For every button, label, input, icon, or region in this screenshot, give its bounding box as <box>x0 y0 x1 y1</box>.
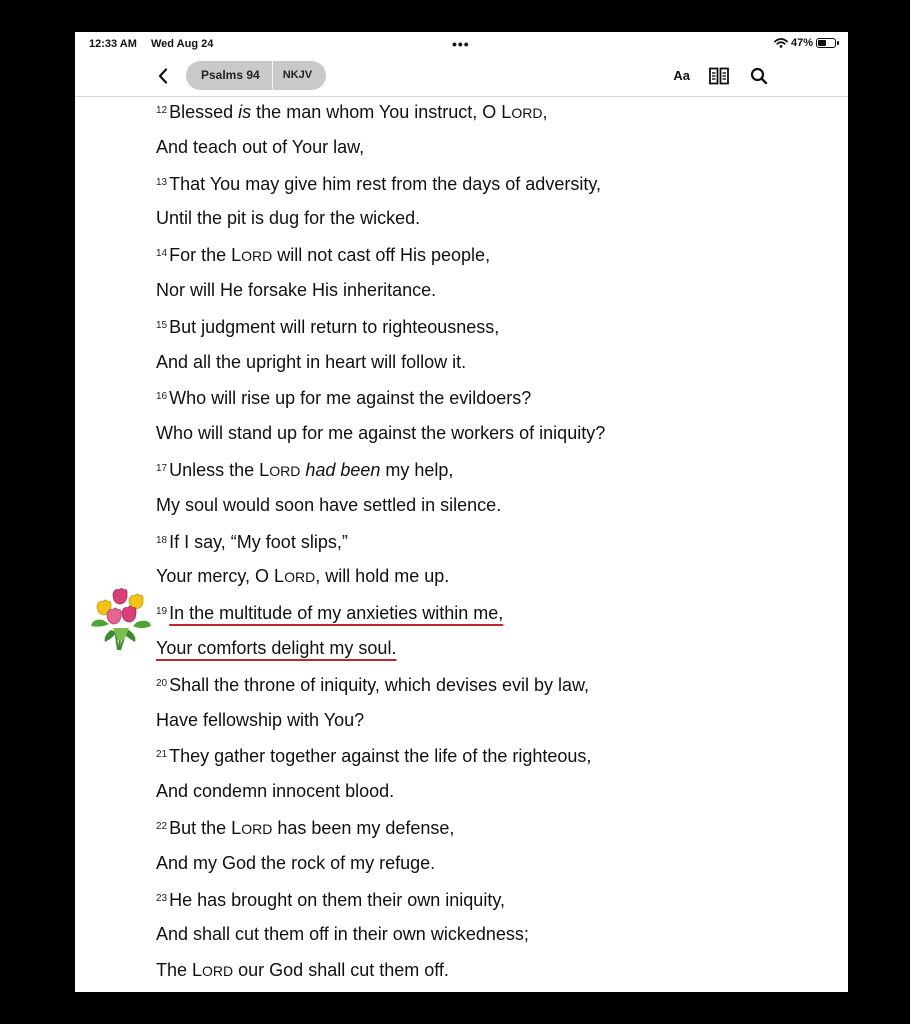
verse-13-line-2[interactable]: Until the pit is dug for the wicked. <box>156 208 421 229</box>
reader-toolbar <box>673 65 770 87</box>
verse-number: 14 <box>156 248 168 260</box>
status-bar <box>75 32 848 56</box>
verse-16-line-2[interactable]: Who will stand up for me against the workers of iniquity? <box>156 423 606 444</box>
status-time: 12:33 AM <box>89 38 137 50</box>
verse-21-line-2[interactable]: And condemn innocent blood. <box>156 781 395 802</box>
verse-21-line-1[interactable]: $^{21}$ They gather together against the life of the righteous, <box>156 746 592 767</box>
font-settings-button[interactable]: Aa <box>673 68 690 83</box>
verse-12-line-2[interactable]: And teach out of Your law, <box>156 136 365 157</box>
reading-pane[interactable] <box>156 97 776 991</box>
chevron-left-icon <box>158 68 168 84</box>
verse-number: 17 <box>156 462 168 474</box>
verse-number: 15 <box>156 319 168 331</box>
battery-icon <box>816 38 836 48</box>
verse-number: 21 <box>156 749 168 761</box>
verse-23-line-3[interactable]: The LORD our God shall cut them off. <box>156 960 449 981</box>
version-button[interactable]: NKJV <box>282 69 313 81</box>
verse-19-line-2[interactable] <box>156 633 776 669</box>
verse-number: 23 <box>156 892 168 904</box>
verse-15-line-2[interactable]: And all the upright in heart will follow it. <box>156 351 467 372</box>
verse-22-line-1[interactable]: $^{22}$ But the LORD has been my defense, <box>156 817 455 838</box>
verse-17-line-2[interactable]: My soul would soon have settled in silence. <box>156 494 502 515</box>
verse-18-line-1[interactable]: $^{18}$ If I say, “My foot slips,” <box>156 531 348 552</box>
nav-bar <box>75 56 848 97</box>
reference-pill <box>186 61 326 90</box>
verse-23-line-1[interactable]: $^{23}$ He has brought on them their own iniquity, <box>156 889 505 910</box>
verse-17-line-1[interactable]: $^{17}$ Unless the LORD had been my help, <box>156 459 454 480</box>
wifi-icon <box>774 38 788 48</box>
flower-bouquet-icon[interactable] <box>89 588 153 658</box>
verse-number: 16 <box>156 391 168 403</box>
verse-number: 22 <box>156 820 168 832</box>
verse-14-line-2[interactable]: Nor will He forsake His inheritance. <box>156 279 437 300</box>
underlined-text[interactable]: In the multitude of my anxieties within me, <box>169 603 504 624</box>
verse-13-line-1[interactable]: $^{13}$ That You may give him rest from the days of adversity, <box>156 173 601 194</box>
verse-16-line-1[interactable]: $^{16}$ Who will rise up for me against the evildoers? <box>156 388 532 409</box>
verse-number: 18 <box>156 534 168 546</box>
search-button[interactable] <box>748 65 770 87</box>
multitasking-dots[interactable]: ••• <box>452 36 470 52</box>
back-button[interactable] <box>153 65 173 87</box>
parallel-bible-button[interactable] <box>708 65 730 87</box>
bible-reader-screen <box>75 32 848 992</box>
status-date: Wed Aug 24 <box>151 38 214 50</box>
verse-number: 20 <box>156 677 168 689</box>
search-icon <box>750 67 768 85</box>
verse-15-line-1[interactable]: $^{15}$ But judgment will return to righteousness, <box>156 316 500 337</box>
battery-percent: 47% <box>790 37 813 49</box>
status-indicators <box>774 37 836 49</box>
verse-12-line-1[interactable]: $^{12}$ Blessed is the man whom You instruct, O LORD, <box>156 102 548 122</box>
verse-number: 19 <box>156 606 168 618</box>
verse-14-line-1[interactable]: $^{14}$ For the LORD will not cast off His people, <box>156 245 491 266</box>
verse-number: 12 <box>156 105 168 116</box>
verse-23-line-2[interactable]: And shall cut them off in their own wickedness; <box>156 924 529 945</box>
underlined-text[interactable]: Your comforts delight my soul. <box>156 637 397 658</box>
verse-19-line-1[interactable] <box>156 597 776 633</box>
verse-number: 13 <box>156 176 168 188</box>
verse-22-line-2[interactable]: And my God the rock of my refuge. <box>156 852 436 873</box>
verse-20-line-1[interactable]: $^{20}$ Shall the throne of iniquity, which devises evil by law, <box>156 674 590 695</box>
verse-20-line-2[interactable]: Have fellowship with You? <box>156 709 365 730</box>
verse-18-line-2[interactable]: Your mercy, O LORD, will hold me up. <box>156 566 450 587</box>
book-chapter-button[interactable]: Psalms 94 <box>201 68 260 82</box>
parallel-bible-icon <box>709 67 729 85</box>
